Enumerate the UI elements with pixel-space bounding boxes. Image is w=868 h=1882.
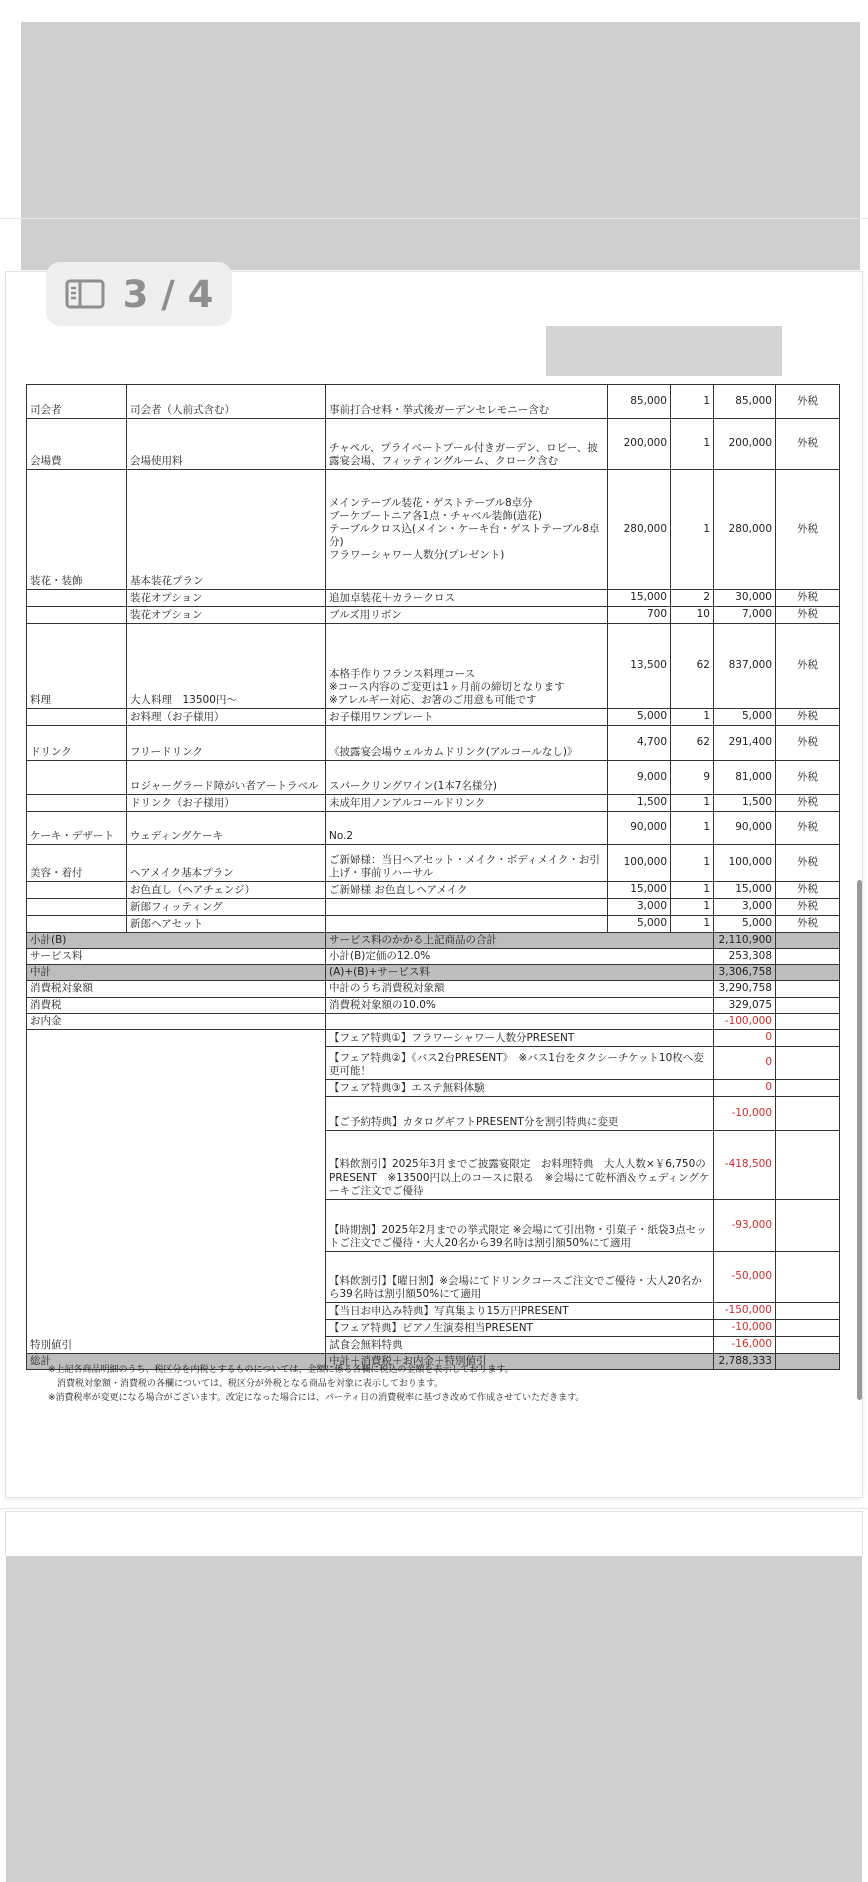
discount-amount: -418,500 <box>714 1130 776 1199</box>
table-row <box>27 709 840 726</box>
summary-description: 小計(B)定価の12.0% <box>326 949 714 965</box>
amount-cell: 3,000 <box>714 899 776 916</box>
tax-cell: 外税 <box>776 709 840 726</box>
tax-cell: 外税 <box>776 607 840 624</box>
discount-tax-cell <box>776 1251 840 1302</box>
qty-cell: 9 <box>671 761 714 795</box>
summary-description: 消費税対象額の10.0% <box>326 997 714 1013</box>
discount-tax-cell <box>776 1130 840 1199</box>
item-cell: お色直し（ヘアチェンジ） <box>127 882 326 899</box>
discount-description: 【フェア特典①】フラワーシャワー人数分PRESENT <box>326 1029 714 1046</box>
unit-price-cell: 9,000 <box>608 761 671 795</box>
discount-amount: -50,000 <box>714 1251 776 1302</box>
description-cell: No.2 <box>326 812 608 845</box>
discount-amount: -150,000 <box>714 1302 776 1319</box>
table-row <box>27 470 840 590</box>
category-cell: 料理 <box>27 624 127 709</box>
category-cell: 司会者 <box>27 385 127 419</box>
summary-tax-cell <box>776 965 840 981</box>
discount-amount: 0 <box>714 1079 776 1096</box>
discount-description: 【フェア特典】ピアノ生演奏相当PRESENT <box>326 1319 714 1336</box>
description-cell: 追加卓装花＋カラークロス <box>326 590 608 607</box>
qty-cell: 1 <box>671 916 714 933</box>
amount-cell: 30,000 <box>714 590 776 607</box>
unit-price-cell: 280,000 <box>608 470 671 590</box>
discount-amount: 0 <box>714 1046 776 1079</box>
amount-cell: 280,000 <box>714 470 776 590</box>
category-cell: 装花・装飾 <box>27 470 127 590</box>
summary-amount: 329,075 <box>714 997 776 1013</box>
discount-description: 【時期割】2025年2月までの挙式限定 ※会場にて引出物・引菓子・紙袋3点セットご注文でご優待・大人20名から39名時は割引額50%にて適用 <box>326 1199 714 1251</box>
qty-cell: 1 <box>671 795 714 812</box>
discount-tax-cell <box>776 1079 840 1096</box>
summary-label: 小計(B) <box>27 933 326 949</box>
amount-cell: 291,400 <box>714 726 776 761</box>
table-row <box>27 795 840 812</box>
amount-cell: 5,000 <box>714 916 776 933</box>
item-cell: 装花オプション <box>127 590 326 607</box>
table-row <box>27 761 840 795</box>
description-cell: 未成年用ノンアルコールドリンク <box>326 795 608 812</box>
tax-cell: 外税 <box>776 916 840 933</box>
tax-cell: 外税 <box>776 385 840 419</box>
table-row <box>27 812 840 845</box>
summary-label: サービス料 <box>27 949 326 965</box>
footnote: ※消費税率が変更になる場合がございます。改定になった場合には、パーティ日の消費税率に基づき改めて作成させていただきます。 <box>48 1392 585 1403</box>
discount-tax-cell <box>776 1336 840 1353</box>
amount-cell: 7,000 <box>714 607 776 624</box>
table-row <box>27 590 840 607</box>
item-cell: フリードリンク <box>127 726 326 761</box>
discount-description: 【ご予約特典】カタログギフトPRESENT分を割引特典に変更 <box>326 1096 714 1130</box>
qty-cell: 1 <box>671 709 714 726</box>
estimate-table <box>26 384 840 1370</box>
table-row <box>27 916 840 933</box>
qty-cell: 1 <box>671 899 714 916</box>
sidebar-icon <box>65 279 105 309</box>
summary-label: 消費税対象額 <box>27 981 326 997</box>
discount-description: 試食会無料特典 <box>326 1336 714 1353</box>
tax-cell: 外税 <box>776 726 840 761</box>
next-page-preview <box>6 1512 862 1556</box>
category-cell <box>27 709 127 726</box>
page-indicator-text: 3 / 4 <box>122 272 214 316</box>
summary-row <box>27 981 840 997</box>
table-row <box>27 607 840 624</box>
unit-price-cell: 5,000 <box>608 916 671 933</box>
description-cell: ご新婦様 お色直しヘアメイク <box>326 882 608 899</box>
unit-price-cell: 3,000 <box>608 899 671 916</box>
item-cell: ヘアメイク基本プラン <box>127 845 326 882</box>
discount-amount: 0 <box>714 1029 776 1046</box>
qty-cell: 62 <box>671 726 714 761</box>
amount-cell: 100,000 <box>714 845 776 882</box>
tax-cell: 外税 <box>776 590 840 607</box>
tax-cell: 外税 <box>776 795 840 812</box>
item-cell: ウェディングケーキ <box>127 812 326 845</box>
page-separator-top <box>0 218 868 219</box>
amount-cell: 1,500 <box>714 795 776 812</box>
item-cell: 新郎フィッティング <box>127 899 326 916</box>
summary-label: お内金 <box>27 1013 326 1029</box>
summary-tax-cell <box>776 981 840 997</box>
description-cell: ブルズ用リボン <box>326 607 608 624</box>
tax-cell: 外税 <box>776 812 840 845</box>
description-cell: 《披露宴会場ウェルカムドリンク(アルコールなし)》 <box>326 726 608 761</box>
table-row <box>27 845 840 882</box>
footnotes <box>48 1364 838 1406</box>
description-cell: お子様用ワンプレート <box>326 709 608 726</box>
description-cell: 本格手作りフランス料理コース ※コース内容のご変更は1ヶ月前の締切となります ※アレルギー対応、お箸のご用意も可能です <box>326 624 608 709</box>
discount-label: 特別値引 <box>27 1029 326 1353</box>
discount-description: 【料飲割引】【曜日割】※会場にてドリンクコースご注文でご優待・大人20名から39名時は割引額50%にて適用 <box>326 1251 714 1302</box>
amount-cell: 200,000 <box>714 419 776 470</box>
summary-amount: 2,110,900 <box>714 933 776 949</box>
summary-row <box>27 965 840 981</box>
discount-tax-cell <box>776 1046 840 1079</box>
item-cell: ロジャーグラード障がい者アートラベル <box>127 761 326 795</box>
qty-cell: 1 <box>671 882 714 899</box>
category-cell <box>27 882 127 899</box>
amount-cell: 5,000 <box>714 709 776 726</box>
discount-description: 【料飲割引】2025年3月までご披露宴限定 お料理特典 大人人数×￥6,750のPRESENT ※13500円以上のコースに限る ※会場にて乾杯酒＆ウェディングケーキご注文でご優待 <box>326 1130 714 1199</box>
table-row <box>27 899 840 916</box>
unit-price-cell: 200,000 <box>608 419 671 470</box>
summary-amount: 3,290,758 <box>714 981 776 997</box>
category-cell: 美容・着付 <box>27 845 127 882</box>
page-separator-bottom <box>0 1508 868 1509</box>
qty-cell: 62 <box>671 624 714 709</box>
summary-amount: 253,308 <box>714 949 776 965</box>
item-cell: 装花オプション <box>127 607 326 624</box>
category-cell <box>27 590 127 607</box>
category-cell: ドリンク <box>27 726 127 761</box>
description-cell: チャペル、プライベートプール付きガーデン、ロビー、披露宴会場、フィッティングルーム、クローク含む <box>326 419 608 470</box>
summary-amount: 2,788,333 <box>714 1353 776 1369</box>
item-cell: お料理（お子様用） <box>127 709 326 726</box>
discount-amount: -10,000 <box>714 1319 776 1336</box>
summary-tax-cell <box>776 997 840 1013</box>
summary-tax-cell <box>776 949 840 965</box>
amount-cell: 837,000 <box>714 624 776 709</box>
amount-cell: 15,000 <box>714 882 776 899</box>
redacted-header-box <box>546 326 782 376</box>
redacted-bottom-area <box>6 1556 862 1882</box>
amount-cell: 85,000 <box>714 385 776 419</box>
table-row <box>27 882 840 899</box>
discount-description: 【当日お申込み特典】写真集より15万円PRESENT <box>326 1302 714 1319</box>
qty-cell: 2 <box>671 590 714 607</box>
qty-cell: 1 <box>671 385 714 419</box>
discount-tax-cell <box>776 1096 840 1130</box>
summary-description: サービス料のかかる上記商品の合計 <box>326 933 714 949</box>
discount-amount: -16,000 <box>714 1336 776 1353</box>
description-cell: 事前打合せ料・挙式後ガーデンセレモニー含む <box>326 385 608 419</box>
table-row <box>27 385 840 419</box>
summary-tax-cell <box>776 933 840 949</box>
description-cell <box>326 899 608 916</box>
summary-description: (A)+(B)+サービス料 <box>326 965 714 981</box>
table-row <box>27 419 840 470</box>
item-cell: 基本装花プラン <box>127 470 326 590</box>
discount-tax-cell <box>776 1319 840 1336</box>
item-cell: 司会者（人前式含む） <box>127 385 326 419</box>
tax-cell: 外税 <box>776 882 840 899</box>
discount-description: 【フェア特典②】《バス2台PRESENT》 ※バス1台をタクシーチケット10枚へ変更可能！ <box>326 1046 714 1079</box>
unit-price-cell: 5,000 <box>608 709 671 726</box>
summary-description <box>326 1013 714 1029</box>
table-row <box>27 726 840 761</box>
qty-cell: 1 <box>671 419 714 470</box>
footnote: ※上記各商品明細のうち、税区分を内税とするものについては、金額に係る各欄に税込の金額を表示しております。 <box>48 1365 514 1375</box>
discount-amount: -10,000 <box>714 1096 776 1130</box>
tax-cell: 外税 <box>776 845 840 882</box>
tax-cell: 外税 <box>776 470 840 590</box>
table-row <box>27 624 840 709</box>
description-cell: ご新婦様：当日ヘアセット・メイク・ボディメイク・お引上げ・事前リハーサル <box>326 845 608 882</box>
unit-price-cell: 15,000 <box>608 590 671 607</box>
discount-description: 【フェア特典③】エステ無料体験 <box>326 1079 714 1096</box>
unit-price-cell: 90,000 <box>608 812 671 845</box>
category-cell <box>27 899 127 916</box>
category-cell: 会場費 <box>27 419 127 470</box>
amount-cell: 81,000 <box>714 761 776 795</box>
unit-price-cell: 700 <box>608 607 671 624</box>
qty-cell: 1 <box>671 812 714 845</box>
unit-price-cell: 4,700 <box>608 726 671 761</box>
description-cell: メインテーブル装花・ゲストテーブル8卓分 ブーケブートニア各1点・チャベル装飾(造花) テーブルクロス込(メイン・ケーキ台・ゲストテーブル8卓分) フラワーシャワー人数分(プレゼント) <box>326 470 608 590</box>
unit-price-cell: 15,000 <box>608 882 671 899</box>
item-cell: 会場使用料 <box>127 419 326 470</box>
summary-label: 消費税 <box>27 997 326 1013</box>
summary-description: 中計のうち消費税対象額 <box>326 981 714 997</box>
discount-amount: -93,000 <box>714 1199 776 1251</box>
footnote: 消費税対象額・消費税の各欄については、税区分が外税となる商品を対象に表示しております。 <box>48 1378 444 1389</box>
summary-description: 中計＋消費税＋お内金＋特別値引 <box>326 1353 714 1369</box>
summary-tax-cell <box>776 1013 840 1029</box>
tax-cell: 外税 <box>776 761 840 795</box>
unit-price-cell: 85,000 <box>608 385 671 419</box>
item-cell: 大人料理 13500円〜 <box>127 624 326 709</box>
discount-tax-cell <box>776 1029 840 1046</box>
category-cell <box>27 795 127 812</box>
category-cell: ケーキ・デザート <box>27 812 127 845</box>
scrollbar[interactable] <box>857 880 862 1400</box>
qty-cell: 1 <box>671 470 714 590</box>
tax-cell: 外税 <box>776 624 840 709</box>
qty-cell: 1 <box>671 845 714 882</box>
category-cell <box>27 916 127 933</box>
amount-cell: 90,000 <box>714 812 776 845</box>
summary-amount: 3,306,758 <box>714 965 776 981</box>
tax-cell: 外税 <box>776 419 840 470</box>
item-cell: ドリンク（お子様用） <box>127 795 326 812</box>
summary-label: 中計 <box>27 965 326 981</box>
item-cell: 新郎ヘアセット <box>127 916 326 933</box>
category-cell <box>27 607 127 624</box>
page-indicator[interactable] <box>46 262 232 326</box>
discount-row <box>27 1029 840 1046</box>
summary-amount: -100,000 <box>714 1013 776 1029</box>
category-cell <box>27 761 127 795</box>
description-cell <box>326 916 608 933</box>
tax-cell: 外税 <box>776 899 840 916</box>
unit-price-cell: 13,500 <box>608 624 671 709</box>
summary-row <box>27 997 840 1013</box>
summary-label: 総計 <box>27 1353 326 1369</box>
description-cell: スパークリングワイン(1本7名様分) <box>326 761 608 795</box>
discount-tax-cell <box>776 1302 840 1319</box>
discount-tax-cell <box>776 1199 840 1251</box>
unit-price-cell: 1,500 <box>608 795 671 812</box>
redacted-top-area <box>21 22 860 270</box>
unit-price-cell: 100,000 <box>608 845 671 882</box>
summary-row <box>27 1013 840 1029</box>
summary-row <box>27 933 840 949</box>
qty-cell: 10 <box>671 607 714 624</box>
summary-row <box>27 949 840 965</box>
